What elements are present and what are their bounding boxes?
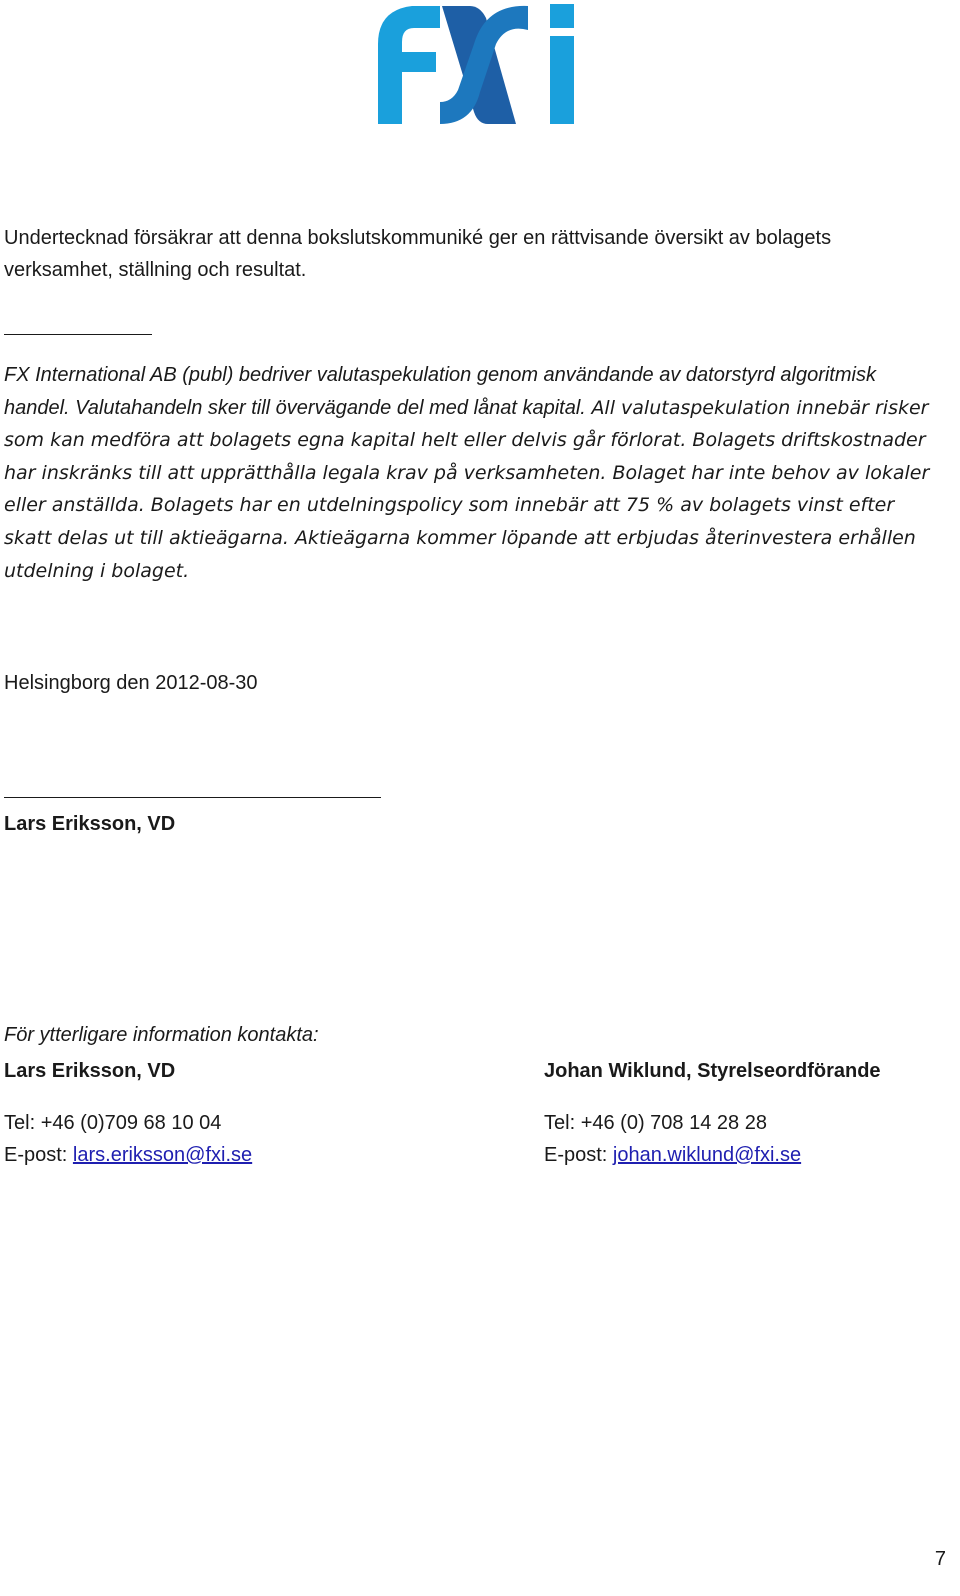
logo-letter-i-stem [550, 36, 574, 124]
page-number: 7 [934, 1548, 946, 1570]
disclaimer-paragraph [4, 359, 944, 587]
contact-heading: För ytterligare information kontakta: [4, 1024, 319, 1046]
contact-email [4, 1139, 252, 1171]
contact-name: Johan Wiklund, Styrelseordförande [544, 1060, 881, 1082]
contact-card-johan [544, 1055, 881, 1171]
contact-phone [4, 1107, 252, 1139]
email-link[interactable]: lars.eriksson@fxi.se [72, 1144, 253, 1166]
disclaimer-part-1: FX International AB (publ) bedriver valutaspekulation genom användande av datorstyrd algoritmisk handel. Valutahandeln sker till övervägande del med lånat kapital. [4, 364, 876, 419]
place-and-date: Helsingborg den 2012-08-30 [4, 672, 258, 694]
email-label: E-post: [544, 1144, 608, 1166]
signer-name: Lars Eriksson, VD [4, 813, 176, 835]
phone-label: Tel: [4, 1112, 36, 1134]
disclaimer-part-2: All valutaspekulation innebär risker som kan medföra att bolagets egna kapital helt eller delvis går förlorat. Bolagets driftskostnader har inskränks till att upprätthålla legala krav på verksamheten. Bolaget har inte behov av lokaler eller anställda. Bolagets har en utdelningspolicy som innebär att 75 % av bolagets vinst efter skatt delas ut till aktieägarna. Aktieägarna kommer löpande att erbjudas återinvestera erhållen utdelning i bolaget. [4, 396, 930, 582]
footnote-divider [4, 334, 152, 335]
contact-name: Lars Eriksson, VD [4, 1060, 176, 1082]
certification-statement: Undertecknad försäkrar att denna bokslutskommuniké ger en rättvisande översikt av bolagets verksamhet, ställning och resultat. [4, 227, 832, 281]
logo-letter-f [378, 6, 440, 124]
email-link[interactable]: johan.wiklund@fxi.se [612, 1144, 802, 1166]
contact-email [544, 1139, 881, 1171]
logo-letter-i-dot [550, 4, 574, 28]
phone-number: +46 (0)709 68 10 04 [40, 1112, 222, 1134]
contact-phone [544, 1107, 881, 1139]
email-label: E-post: [4, 1144, 68, 1166]
signature-line [4, 797, 381, 798]
fxi-logo [378, 0, 582, 128]
contact-card-lars [4, 1055, 252, 1171]
phone-number: +46 (0) 708 14 28 28 [580, 1112, 767, 1134]
phone-label: Tel: [544, 1112, 576, 1134]
